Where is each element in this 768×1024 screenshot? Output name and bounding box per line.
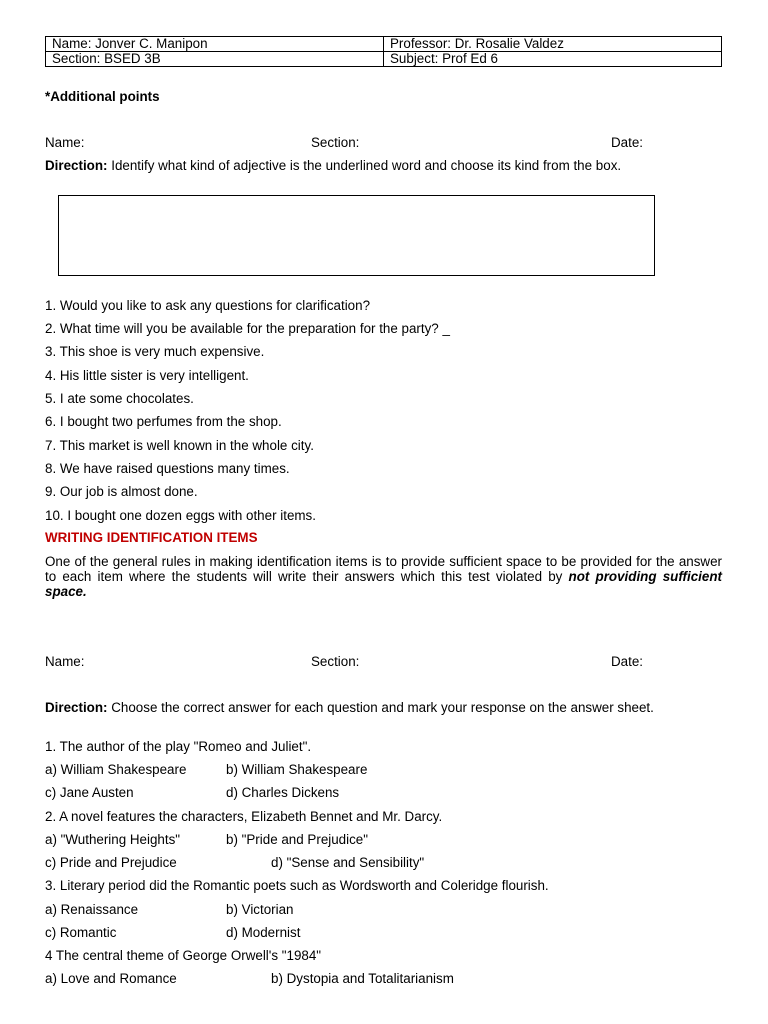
question-4: 4 The central theme of George Orwell's "1984": [45, 948, 322, 963]
question-3-option-d: d) Modernist: [226, 925, 301, 940]
question-1: 1. The author of the play "Romeo and Juliet".: [45, 739, 312, 754]
part2-date-label: Date:: [611, 654, 644, 669]
question-2-option-b: b) "Pride and Prejudice": [226, 832, 369, 847]
list-item: 3. This shoe is very much expensive.: [45, 344, 265, 359]
list-item: 2. What time will you be available for the preparation for the party? _: [45, 321, 450, 336]
additional-points-heading: *Additional points: [45, 89, 160, 104]
header-info-table: [45, 36, 722, 67]
question-1-option-b: b) William Shakespeare: [226, 762, 368, 777]
question-2-option-d: d) "Sense and Sensibility": [271, 855, 425, 870]
part1-direction: [45, 158, 621, 173]
list-item: 8. We have raised questions many times.: [45, 461, 290, 476]
question-2-option-a: a) "Wuthering Heights": [45, 832, 181, 847]
student-name: Name: Jonver C. Manipon: [46, 37, 384, 52]
part1-date-label: Date:: [611, 135, 644, 150]
adjective-choices-box: [58, 195, 655, 276]
list-item: 5. I ate some chocolates.: [45, 391, 194, 406]
part1-name-label: Name:: [45, 135, 85, 150]
part2-direction-text: Choose the correct answer for each question and mark your response on the answer sheet.: [111, 700, 654, 715]
part1-section-label: Section:: [311, 135, 360, 150]
part2-name-label: Name:: [45, 654, 85, 669]
list-item: 9. Our job is almost done.: [45, 484, 198, 499]
subject: Subject: Prof Ed 6: [384, 52, 722, 67]
writing-paragraph-text: One of the general rules in making identification items is to provide sufficient space to be provided for the answer to each item where the students will write their answers which this test violated by: [45, 554, 722, 584]
question-4-option-a: a) Love and Romance: [45, 971, 177, 986]
writing-paragraph-emphasis: not providing sufficient space.: [45, 569, 722, 599]
part1-direction-label: Direction:: [45, 158, 108, 173]
list-item: 7. This market is well known in the whole city.: [45, 438, 314, 453]
part2-direction-label: Direction:: [45, 700, 108, 715]
list-item: 10. I bought one dozen eggs with other items.: [45, 508, 316, 523]
part1-direction-text: Identify what kind of adjective is the underlined word and choose its kind from the box.: [111, 158, 622, 173]
list-item: 4. His little sister is very intelligent.: [45, 368, 249, 383]
question-4-option-b: b) Dystopia and Totalitarianism: [271, 971, 454, 986]
student-section: Section: BSED 3B: [46, 52, 384, 67]
question-2: 2. A novel features the characters, Elizabeth Bennet and Mr. Darcy.: [45, 809, 443, 824]
question-3-option-b: b) Victorian: [226, 902, 294, 917]
question-1-option-a: a) William Shakespeare: [45, 762, 187, 777]
question-1-option-d: d) Charles Dickens: [226, 785, 340, 800]
writing-paragraph: [45, 554, 722, 599]
question-2-option-c: c) Pride and Prejudice: [45, 855, 177, 870]
question-1-option-c: c) Jane Austen: [45, 785, 134, 800]
question-3-option-a: a) Renaissance: [45, 902, 139, 917]
question-3: 3. Literary period did the Romantic poets such as Wordsworth and Coleridge flourish.: [45, 878, 549, 893]
question-3-option-c: c) Romantic: [45, 925, 117, 940]
list-item: 6. I bought two perfumes from the shop.: [45, 414, 282, 429]
list-item: 1. Would you like to ask any questions for clarification?: [45, 298, 371, 313]
professor-name: Professor: Dr. Rosalie Valdez: [384, 37, 722, 52]
part2-direction: [45, 700, 722, 715]
part2-section-label: Section:: [311, 654, 360, 669]
writing-heading: WRITING IDENTIFICATION ITEMS: [45, 530, 258, 545]
